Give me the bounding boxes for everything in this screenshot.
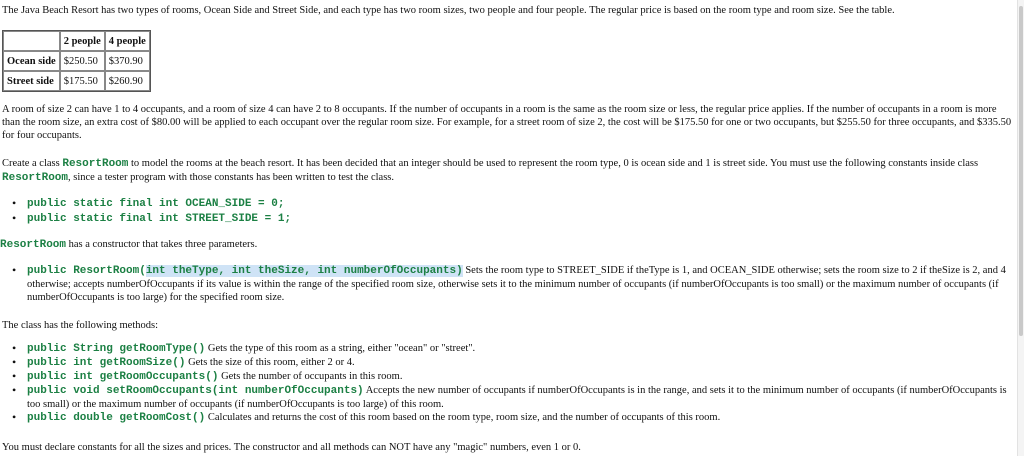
methods-intro: The class has the following methods: (2, 320, 159, 331)
price-table (2, 30, 151, 92)
price-ocean-2: $250.50 (60, 51, 105, 71)
price-table-header-row (3, 31, 150, 51)
list-item (0, 356, 1014, 370)
vertical-scrollbar[interactable] (1017, 0, 1024, 456)
constructor-signature-code: public ResortRoom( (27, 265, 146, 277)
price-table-header-2-people: 2 people (60, 31, 105, 51)
method-description: Gets the number of occupants in this room. (218, 371, 403, 382)
method-description: Gets the size of this room, either 2 or 4. (185, 357, 355, 368)
class-name-code: ResortRoom (0, 239, 67, 251)
list-item (0, 197, 291, 212)
price-street-2: $175.50 (60, 71, 105, 91)
price-table-corner (3, 31, 60, 51)
list-item (0, 384, 1014, 411)
list-item (0, 264, 1014, 304)
list-item (0, 342, 1014, 356)
list-item (0, 370, 1014, 384)
constructor-list (0, 264, 1014, 304)
final-note: You must declare constants for all the sizes and prices. The constructor and all methods can NOT have any "magic" numbers, even 1 or 0. (2, 442, 581, 453)
table-row (3, 51, 150, 71)
price-ocean-4: $370.90 (105, 51, 150, 71)
method-get-room-cost-code: public double getRoomCost() (27, 412, 206, 424)
constructor-intro (0, 238, 257, 252)
constructor-description: Sets the room type to STREET_SIDE if theType is 1, and OCEAN_SIDE otherwise; sets the room size to 2 if theSize is 2, and 4 otherwise; accepts numberOfOccupants if its value is within the range of the specified room size, otherwise sets it to the minimum number of occupants (if numberOfOccupants is too small) or the maximum number of occupants (if numberOfOccupants is too large) for the specified room size. (27, 265, 1006, 303)
constructor-params-highlight: int theType, int theSize, int numberOfOccupants) (145, 265, 463, 277)
price-table-header-4-people: 4 people (105, 31, 150, 51)
method-description: Gets the type of this room as a string, either "ocean" or "street". (205, 343, 476, 354)
methods-list (0, 342, 1014, 425)
method-description: Accepts the new number of occupants if numberOfOccupants is in the range, and sets it to the minimum number of occupants (if numberOfOccupants is too small) or the maximum number of occupants (if numberOfOccupants is too large) of this room. (27, 385, 1007, 410)
row-label-ocean-side: Ocean side (3, 51, 60, 71)
table-row (3, 71, 150, 91)
method-description: Calculates and returns the cost of this room based on the room type, room size, and the number of occupants of this room. (205, 412, 721, 423)
occupants-paragraph: A room of size 2 can have 1 to 4 occupants, and a room of size 4 can have 2 to 8 occupants. If the number of occupants in a room is the same as the room size or less, the regular price applies. If the number of occupants in a room is more than the room size, an extra cost of $80.00 will be applied to each occupant over the regular room size. For example, for a street room of size 2, the cost will be $175.50 for one or two occupants, but $255.50 for three occupants, and $335.50 for four occupants. (2, 104, 1012, 141)
intro-paragraph: The Java Beach Resort has two types of rooms, Ocean Side and Street Side, and each type has two room sizes, two people and four people. The regular price is based on the room type and room size. See the table. (2, 5, 895, 16)
class-name-code: ResortRoom (2, 172, 69, 184)
constant-street-side-code: public static final int STREET_SIDE = 1; (27, 213, 292, 225)
class-paragraph (2, 157, 1014, 185)
class-name-code: ResortRoom (62, 158, 129, 170)
scrollbar-thumb[interactable] (1019, 6, 1023, 336)
class-paragraph-text-a: Create a class (2, 158, 63, 169)
method-get-room-occupants-code: public int getRoomOccupants() (27, 371, 219, 383)
constants-list (0, 197, 291, 227)
method-set-room-occupants-code: public void setRoomOccupants(int numberOfOccupants) (27, 385, 364, 397)
class-paragraph-text-b: to model the rooms at the beach resort. It has been decided that an integer should be used to represent the room type, 0 is ocean side and 1 is street side. You must use the following constants inside class (128, 158, 979, 169)
constructor-intro-text: has a constructor that takes three parameters. (66, 239, 258, 250)
method-get-room-size-code: public int getRoomSize() (27, 357, 186, 369)
row-label-street-side: Street side (3, 71, 60, 91)
list-item (0, 212, 291, 227)
class-paragraph-text-c: , since a tester program with those constants has been written to test the class. (68, 172, 395, 183)
list-item (0, 411, 1014, 425)
method-get-room-type-code: public String getRoomType() (27, 343, 206, 355)
constant-ocean-side-code: public static final int OCEAN_SIDE = 0; (27, 198, 285, 210)
price-street-4: $260.90 (105, 71, 150, 91)
